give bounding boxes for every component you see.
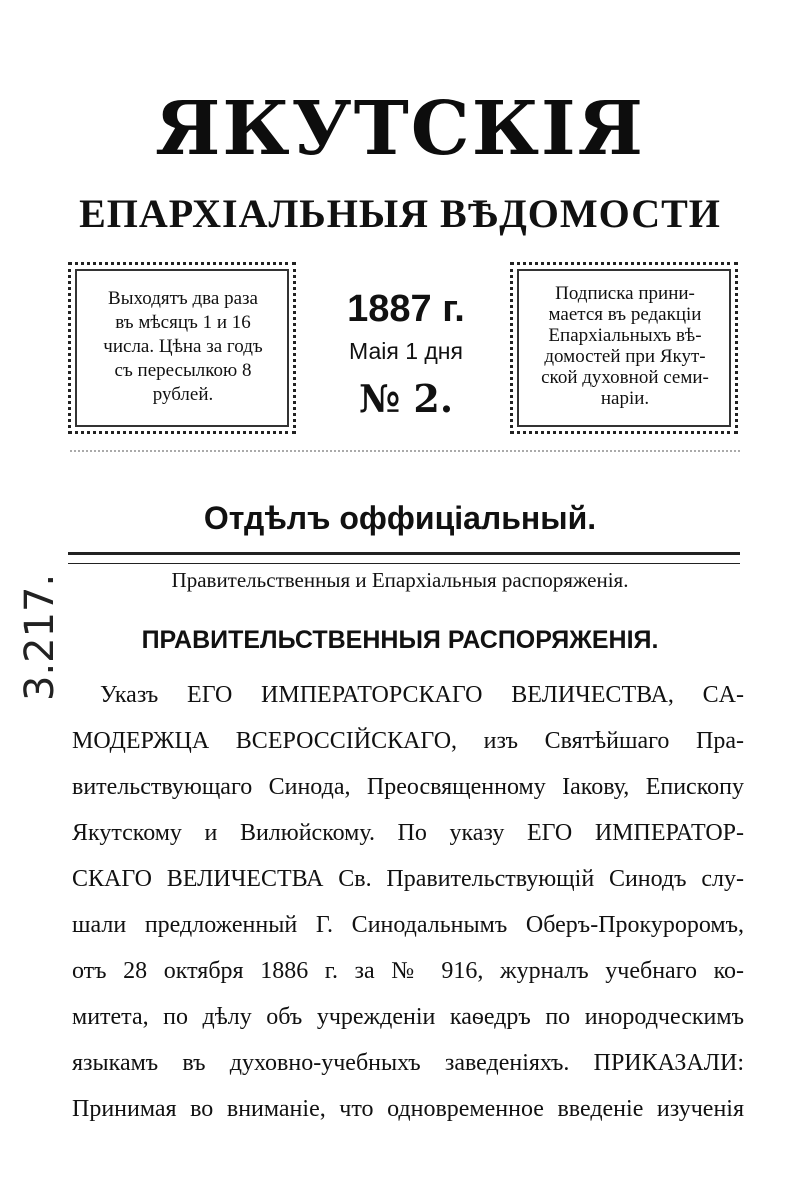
article-body	[72, 672, 744, 1132]
ornamental-divider	[70, 450, 740, 456]
box-line: Епархіальныхъ вѣ-	[548, 325, 702, 346]
box-line: рублей.	[152, 384, 214, 405]
section-title: Отдѣлъ оффиціальный.	[203, 500, 597, 536]
body-line: вительствующаго Синода, Преосвященному Іакову, Епископу	[72, 774, 744, 800]
box-line: домостей при Якут-	[544, 346, 706, 367]
masthead-subtitle: ЕПАРХІАЛЬНЫЯ ВѢДОМОСТИ	[79, 191, 721, 236]
box-line: въ мѣсяцъ 1 и 16	[115, 312, 251, 333]
body-line: МОДЕРЖЦА ВСЕРОССІЙСКАГО, изъ Святѣйшаго Пра-	[72, 728, 744, 754]
box-line: Выходятъ два раза	[108, 288, 258, 309]
body-line: Принимая во вниманіе, что одновременное введеніе изученія	[72, 1096, 744, 1122]
body-line: Якутскому и Вилюйскому. По указу ЕГО ИМПЕРАТОР-	[72, 820, 744, 846]
box-line: наріи.	[600, 388, 650, 409]
box-line: числа. Цѣна за годъ	[103, 336, 263, 357]
body-line: отъ 28 октября 1886 г. за № 916, журналъ учебнаго ко-	[72, 958, 744, 984]
box-line: Подписка прини-	[555, 283, 695, 304]
double-rule-divider	[68, 552, 740, 564]
issue-date: Маія 1 дня	[349, 338, 463, 364]
masthead-title: ЯКУТСКІЯ	[155, 86, 645, 172]
body-line: СКАГО ВЕЛИЧЕСТВА Св. Правительствующій Синодъ слу-	[72, 866, 744, 892]
body-line: Указъ ЕГО ИМПЕРАТОРСКАГО ВЕЛИЧЕСТВА, CA-	[100, 682, 744, 708]
subscription-frequency-box	[68, 262, 296, 434]
box-line: мается въ редакціи	[548, 304, 702, 325]
issue-number: № 2.	[358, 376, 454, 421]
issue-year: 1887 г.	[347, 288, 465, 330]
article-heading: ПРАВИТЕЛЬСТВЕННЫЯ РАСПОРЯЖЕНІЯ.	[141, 626, 659, 654]
subscription-info-box	[510, 262, 738, 434]
handwritten-margin-note: 3.217.	[17, 573, 63, 701]
subsection-title: Правительственныя и Епархіальныя распоряженія.	[171, 568, 629, 592]
body-line: языкамъ въ духовно-учебныхъ заведеніяхъ. ПРИКАЗАЛИ:	[72, 1050, 744, 1076]
body-line: митета, по дѣлу объ учрежденіи каѳедръ по инородческимъ	[72, 1004, 744, 1030]
box-line: ской духовной семи-	[541, 367, 709, 388]
body-line: шали предложенный Г. Синодальнымъ Оберъ-Прокуроромъ,	[72, 912, 744, 938]
box-line: съ пересылкою 8	[114, 360, 252, 381]
